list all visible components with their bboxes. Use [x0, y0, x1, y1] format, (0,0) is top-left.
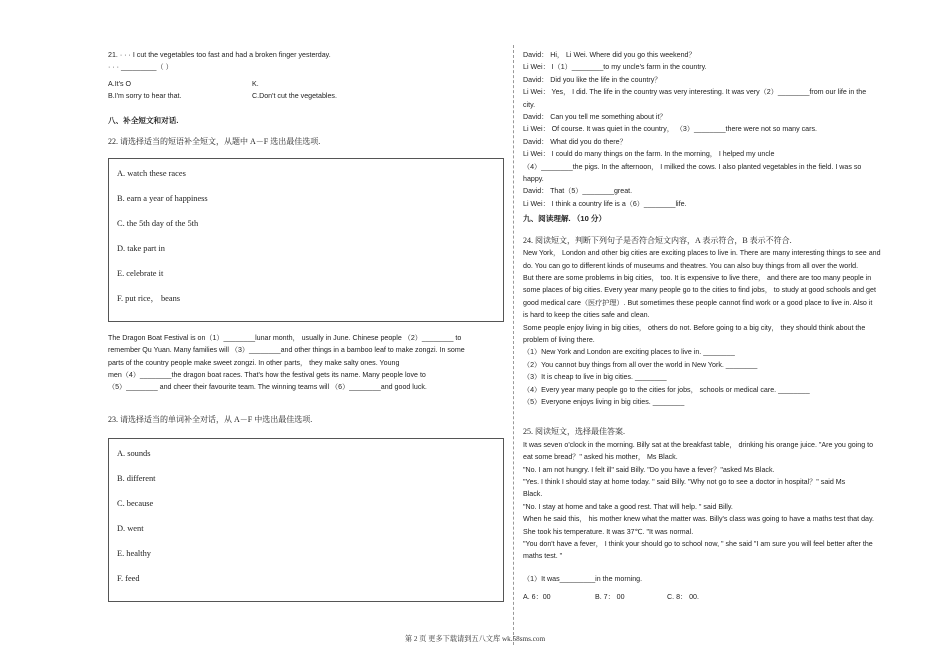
q24-passage-line: problem of living there.: [523, 335, 595, 344]
q25-passage-line: "No. I am not hungry. I felt ill" said Billy. "Do you have a fever？"asked Ms Black.: [523, 465, 775, 474]
q24-passage-line: do. You can go to different kinds of museums and theatres. You can also buy things from all over the world.: [523, 261, 859, 270]
left-column: [108, 49, 504, 602]
page-footer: 第 2 页 更多下载请到五八文库 wk.58sms.com: [404, 635, 546, 643]
q21-options-row2: [108, 90, 504, 102]
q24-statement: （1）New York and London are exciting places to live in. ________: [523, 348, 735, 357]
q25-question: （1）It was_________in the morning.: [523, 574, 643, 583]
dialogue-line: Li Wei： I could do many things on the farm. In the morning， I helped my uncle: [523, 150, 775, 159]
q25-passage-line: "No. I stay at home and take a good rest. That will help. " said Billy.: [523, 502, 733, 511]
right-column: [523, 49, 920, 604]
q24-passage-line: good medical care（医疗护理）. But sometimes these people cannot find work or a good place to live in. Also it: [523, 298, 873, 307]
q25-option-b: B. 7： 00: [595, 593, 625, 602]
dialogue-line: David： That（5）________great.: [523, 187, 633, 196]
q25-options: [523, 591, 920, 603]
dialogue-line: Li Wei： Yes， I did. The life in the country was very interesting. It was very（2）________from our life in the: [523, 88, 867, 97]
q22-passage-line: remember Qu Yuan. Many families will （3）________and other things in a bamboo leaf to make zongzi. In some: [108, 346, 465, 355]
q22-passage-line: The Dragon Boat Festival is on（1）________lunar month， usually in June. Chinese people （2）________ to: [108, 333, 462, 342]
q22-passage-line: men（4）________the dragon boat races. That's how the festival gets its name. Many people love to: [108, 371, 426, 379]
q24-statement: （5）Everyone enjoys living in big cities. ________: [523, 397, 685, 406]
dialogue-line: David： Did you like the life in the country？: [523, 75, 662, 84]
q25-passage-line: Black.: [523, 490, 543, 499]
q22-option-c: C. the 5th day of the 5th: [117, 219, 199, 229]
q21-response: · · · _________（ ）: [108, 63, 173, 72]
q24-passage: [523, 247, 920, 346]
q24-statements: [523, 346, 920, 408]
q25-passage-line: When he said this， his mother knew what the matter was. Billy's class was going to have a maths test that day.: [523, 515, 874, 524]
q25-option-c: C. 8： 00.: [667, 593, 699, 602]
q25-passage-line: It was seven o'clock in the morning. Billy sat at the breakfast table， drinking his orange juice. "Are you going to: [523, 440, 874, 449]
dialogue-line: Li Wei： I think a country life is a（6）________life.: [523, 199, 687, 208]
q25-option-a: A. 6：00: [523, 593, 551, 602]
dialogue-line: happy.: [523, 175, 544, 184]
q21-options-row1: [108, 78, 504, 90]
q23-option-d: D. went: [117, 523, 144, 533]
q22-option-a: A. watch these races: [117, 169, 186, 179]
q23-option-e: E. healthy: [117, 548, 151, 558]
dialogue: [523, 49, 920, 210]
dialogue-line: David： What did you do there？: [523, 137, 627, 146]
q24-passage-line: some places of big cities. Every year many people go to the cities to find jobs， to study at good schools and get: [523, 286, 876, 295]
q22-option-e: E. celebrate it: [117, 269, 164, 278]
q21-option-a-cont: K.: [252, 79, 259, 88]
q24-statement: （3）It is cheap to live in big cities. ________: [523, 373, 667, 382]
q25-passage: [523, 439, 920, 563]
q24-passage-line: New York， London and other big cities are exciting places to live in. There are many interesting things to see and: [523, 249, 881, 258]
q23-option-b: B. different: [117, 474, 156, 484]
dialogue-line: Li Wei： I（1）________to my uncle's farm in the country.: [523, 63, 707, 72]
q24-instruction: 24. 阅读短文，判断下列句子是否符合短文内容，A 表示符合，B 表示不符合.: [523, 235, 792, 245]
q22-option-f: F. put rice， beans: [117, 293, 181, 303]
q21-prompt: 21. · · · I cut the vegetables too fast and had a broken finger yesterday.: [108, 51, 331, 59]
q25-instruction: 25. 阅读短文，选择最佳答案.: [523, 427, 625, 437]
column-divider: [513, 45, 514, 645]
q24-passage-line: is hard to keep the cities safe and clean.: [523, 311, 650, 320]
dialogue-line: Li Wei： Of course. It was quiet in the country， （3）________there were not so many cars.: [523, 125, 818, 134]
q25-passage-line: "You don't have a fever， I think your should go to school now, " she said "I am sure you will feel better after the: [523, 540, 873, 549]
dialogue-line: city.: [523, 100, 536, 109]
q22-passage: [108, 332, 504, 394]
q22-options-box: [108, 158, 504, 321]
dialogue-line: （4）________the pigs. In the afternoon， I milked the cows. I also planted vegetables in the field. I was so: [523, 162, 862, 171]
q24-statement: （2）You cannot buy things from all over the world in New York. ________: [523, 360, 758, 369]
q23-option-c: C. because: [117, 499, 154, 508]
q21-option-c: C.Don't cut the vegetables.: [252, 92, 337, 101]
q22-option-b: B. earn a year of happiness: [117, 194, 208, 204]
q23-option-a: A. sounds: [117, 449, 151, 459]
q25-passage-line: She took his temperature. It was 37℃. "It was normal.: [523, 527, 694, 536]
q25-passage-line: "Yes. I think I should stay at home today. " said Billy. "Why not go to see a doctor in hospital？" said Ms: [523, 478, 846, 486]
q24-statement: （4）Every year many people go to the cities for jobs， schools or medical care. ________: [523, 385, 810, 394]
q24-passage-line: Some people enjoy living in big cities， others do not. Before going to a big city， they should think about the: [523, 323, 866, 332]
q21-option-b: B.I'm sorry to hear that.: [108, 92, 182, 101]
section8-heading: 八、补全短文和对话.: [108, 115, 179, 125]
q23-instruction: 23. 请选择适当的单词补全对话，从 A－F 中选出最佳选项.: [108, 414, 313, 424]
q23-options-box: [108, 438, 504, 601]
q22-instruction: 22. 请选择适当的短语补全短文，从题中 A－F 选出最佳选项.: [108, 137, 321, 147]
q22-option-d: D. take part in: [117, 244, 165, 254]
q23-option-f: F. feed: [117, 573, 140, 583]
q22-passage-line: （5）________ and cheer their favourite team. The winning teams will （6）________and good luck.: [108, 383, 427, 392]
q24-passage-line: But there are some problems in big cities， too. It is expensive to live there， and there are too many people in: [523, 273, 872, 282]
dialogue-line: David： Can you tell me something about it？: [523, 113, 667, 122]
q25-passage-line: eat some bread？" asked his mother， Ms Black.: [523, 453, 678, 462]
q22-passage-line: parts of the country people make sweet zongzi. In other parts， they make salty ones. Young: [108, 358, 400, 367]
q25-passage-line: maths test. ": [523, 552, 563, 561]
section9-heading: 九、阅读理解. （10 分）: [523, 214, 607, 224]
q21-option-a: A.It's O: [108, 79, 132, 88]
dialogue-line: David： Hi， Li Wei. Where did you go this weekend？: [523, 51, 696, 59]
